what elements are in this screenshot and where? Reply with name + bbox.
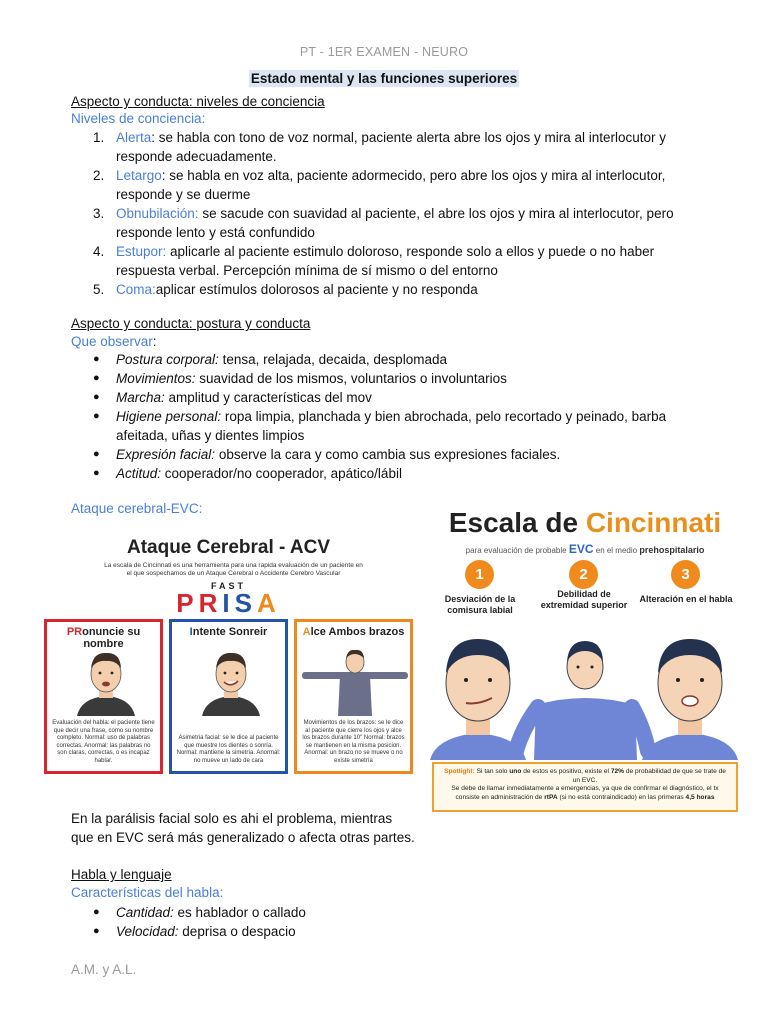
cincinnati-title: Escala de Cincinnati	[448, 507, 722, 538]
page-header: PT - 1ER EXAMEN - NEURO	[299, 45, 469, 59]
prisa-letter: A	[256, 588, 281, 618]
speaking-face-icon	[67, 646, 145, 716]
subheading-habla: Características del habla:	[71, 885, 224, 900]
criterion-label: Alteración en el habla	[639, 594, 733, 604]
smiling-face-icon	[192, 646, 270, 716]
list-item: 2. Letargo: se habla en voz alta, paciente adormecido, pero abre los ojos y mira al interlocutor, responde y se duerme	[93, 168, 666, 202]
list-item: 5. Coma:aplicar estímulos dolorosos al paciente y no responda	[93, 282, 478, 297]
cincinnati-infographic	[430, 507, 740, 813]
card-alce-brazos	[294, 619, 413, 774]
card-title: Intente Sonreir	[189, 626, 268, 638]
step-badge: 3	[671, 560, 700, 589]
acv-subtitle: La escala de Cincinnati es una herramienta para una rapida evaluación de un paciente en el que sospechamos de un Ataque Cerebral o Accidente Cerebro Vascular	[104, 562, 363, 577]
section-heading-postura: Aspecto y conducta: postura y conducta	[71, 316, 311, 331]
step-badge: 1	[465, 560, 494, 589]
section-heading-niveles: Aspecto y conducta: niveles de conciencia	[71, 94, 325, 109]
subheading-observar: Que observar:	[71, 334, 157, 349]
list-item: ● Expresión facial: observe la cara y como cambia sus expresiones faciales.	[93, 447, 561, 462]
card-text: Evaluación del habla: el paciente tiene que decir una frase, como su nombre completo. Normal: uso de palabras correctas. Anormal: las palabras no son claras, correctas, o es incapaz hablar.	[52, 720, 155, 764]
prisa-letter: I	[222, 588, 235, 618]
bullet-icon: ●	[93, 372, 100, 384]
list-item: ● Postura corporal: tensa, relajada, decaida, desplomada	[93, 352, 447, 367]
prisa-acronym	[41, 588, 416, 619]
bullet-icon: ●	[93, 467, 100, 479]
page-footer: A.M. y A.L.	[71, 962, 137, 977]
card-pronuncie	[44, 619, 163, 774]
card-title: PRonuncie su nombre	[66, 626, 141, 650]
cincinnati-subtitle: para evaluación de probable EVC en el medio prehospitalario	[465, 542, 705, 556]
acv-infographic	[41, 525, 416, 777]
bullet-icon: ●	[93, 410, 100, 422]
criterion-label: Debilidad de extremidad superior	[540, 589, 628, 610]
subheading-niveles: Niveles de conciencia:	[71, 111, 206, 126]
list-item: 3. Obnubilación: se sacude con suavidad al paciente, el abre los ojos y mira al interlocutor, pero responde lento y está confundido	[93, 206, 674, 240]
bullet-icon: ●	[93, 353, 100, 365]
acv-title: Ataque Cerebral - ACV	[126, 537, 331, 558]
paralisis-text-line1: En la parálisis facial solo es ahi el problema, mientras	[71, 811, 393, 826]
card-sonreir	[169, 619, 288, 774]
list-item: 4. Estupor: aplicarle al paciente estimulo doloroso, responde solo a ellos y puede o no haber respuesta verbal. Percepción mínima de sí mismo o del entorno	[93, 244, 655, 278]
prisa-letter: P	[176, 588, 199, 618]
bullet-icon: ●	[93, 391, 100, 403]
list-item: ● Velocidad: deprisa o despacio	[93, 924, 296, 939]
card-text: Movimientos de los brazos: se le dice al paciente que cierre los ojos y alce los brazos durante 10" Normal: brazos se mantienen en la misma posicion. Anormal: un brazo no se mueve o no existe simetría	[302, 720, 405, 764]
page-title	[0, 71, 768, 86]
patients-illustration	[430, 625, 740, 760]
speech-list	[71, 903, 691, 941]
list-item: ● Marcha: amplitud y características del mov	[93, 390, 372, 405]
raised-arms-icon	[300, 646, 410, 716]
prisa-letter: S	[234, 588, 257, 618]
card-title: Alce Ambos brazos	[302, 626, 405, 638]
bullet-icon: ●	[93, 925, 100, 937]
list-item: 1. Alerta: se habla con tono de voz normal, paciente alerta abre los ojos y mira al interlocutor y responde adecuadamente.	[93, 130, 667, 164]
fast-label: FAST	[210, 581, 246, 591]
observe-list	[71, 350, 691, 483]
criterion-label: Desviación de la comisura labial	[444, 594, 516, 615]
section-heading-habla: Habla y lenguaje	[71, 867, 172, 882]
title-highlight: Estado mental y las funciones superiores	[250, 71, 518, 86]
spotlight-box: Spotlight: Si tan solo uno de estos es positivo, existe el 72% de probabilidad de que se trate de un EVC. Se debe de llamar inmediatamente a emergencias, ya que de confirmar el diagnóstico, el tx consiste en administración de rtPA (si no está contraindicado) en las primeras 4,5 horas	[432, 762, 738, 812]
list-item: ● Cantidad: es hablador o callado	[93, 905, 306, 920]
list-item: ● Movimientos: suavidad de los mismos, voluntarios o involuntarios	[93, 371, 507, 386]
bullet-icon: ●	[93, 448, 100, 460]
card-text: Asimetria facial: se le dice al paciente que muestre los dientes o sonría. Normal: mantiene la simetría. Anormal: no mueve un lado de cara	[176, 735, 281, 764]
list-item: ● Higiene personal: ropa limpia, planchada y bien abrochada, pelo recortado y peinado, barba afeitada, uñas y dientes limpios	[93, 409, 667, 443]
bullet-icon: ●	[93, 906, 100, 918]
list-item: ● Actitud: cooperador/no cooperador, apático/lábil	[93, 466, 402, 481]
prisa-letter: R	[198, 588, 223, 618]
step-badge: 2	[569, 560, 598, 589]
evc-heading: Ataque cerebral-EVC:	[71, 501, 203, 516]
levels-list	[71, 128, 691, 299]
paralisis-text-line2: que en EVC será más generalizado o afecta otras partes.	[71, 830, 415, 845]
